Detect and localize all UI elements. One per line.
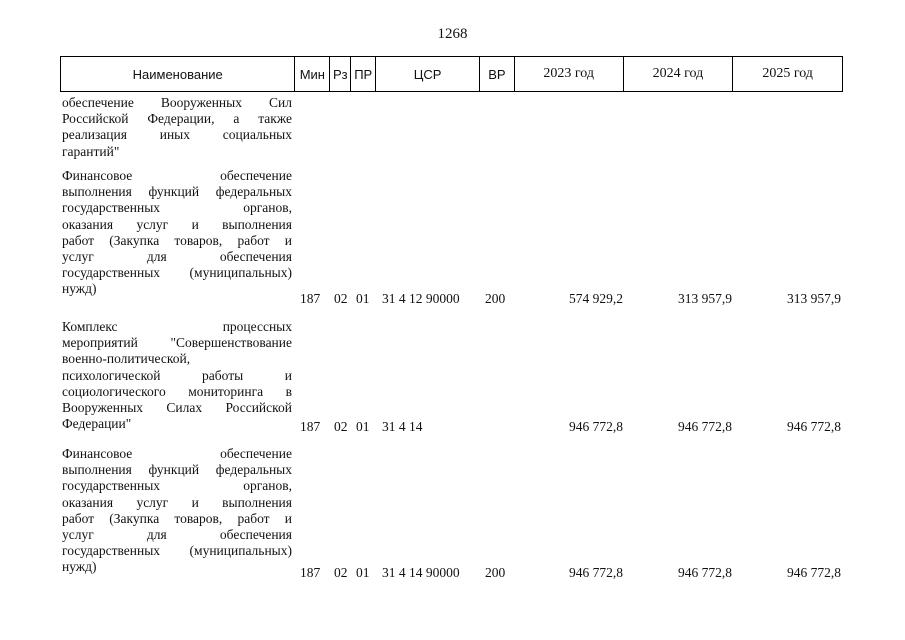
name-word: Финансовое [62,446,133,461]
name-word: услуг [62,527,94,543]
name-word: оказания [62,216,114,232]
name-word: работы [202,367,244,383]
name-word: Сил [269,95,292,110]
row-name-2 [62,319,292,432]
name-word: выполнения [222,216,292,232]
name-line [62,543,292,559]
name-word: работ [237,232,270,248]
row-1-2025: 313 957,9 [787,291,841,306]
name-line [62,559,292,575]
name-word: нужд) [62,281,97,297]
name-line [62,111,292,127]
name-word: Российской [62,111,129,127]
row-3-rz: 02 [334,565,348,580]
row-2-2025: 946 772,8 [787,419,841,434]
row-1-csr: 31 4 12 90000 [382,291,460,306]
row-3-csr: 31 4 14 90000 [382,565,460,580]
row-3-vr: 200 [485,565,506,580]
row-name-0 [62,95,292,160]
name-word: (Закупка [109,232,160,248]
name-word: функций [148,462,200,478]
name-word: для [146,527,167,543]
name-word: и [284,367,292,383]
name-word: товаров, [174,510,223,526]
name-word: социологического [62,383,166,399]
row-3-min: 187 [300,565,321,580]
name-word: Вооруженных [160,95,242,110]
row-1-2023: 574 929,2 [569,291,623,306]
name-word: Силах [166,400,203,416]
name-word: (Закупка [109,510,160,526]
row-3-pr: 01 [356,565,370,580]
header-year-2023: 2023 год [515,57,624,91]
name-word: государственных [62,200,161,216]
row-2-csr: 31 4 14 [382,419,423,434]
header-csr: ЦСР [376,57,480,91]
header-vr: ВР [480,57,515,91]
page-number: 1268 [437,26,468,42]
name-line [62,495,292,511]
header-name: Наименование [61,57,295,91]
row-1-rz: 02 [334,291,348,306]
name-line [62,127,292,143]
name-word: услуг [136,216,169,232]
name-word: Федерации, [147,111,215,127]
name-line [62,400,292,416]
name-line [62,249,292,265]
row-name-1 [62,168,292,298]
row-1-vr: 200 [485,291,506,306]
row-1-2024: 313 957,9 [678,291,732,306]
name-word: федеральных [215,184,292,200]
name-word: нужд) [62,559,97,575]
name-line [62,511,292,527]
name-word: а [233,111,240,127]
header-pr: ПР [351,57,376,91]
header-year-2025: 2025 год [762,66,813,81]
name-word: (муниципальных) [189,265,292,281]
row-2-min: 187 [300,419,321,434]
name-word: социальных [222,127,292,143]
name-line [62,416,292,432]
name-word: и [284,510,292,526]
name-word: товаров, [174,232,223,248]
row-3-2024: 946 772,8 [678,565,732,580]
name-word: процессных [222,319,292,334]
name-word: мониторинга [188,383,264,399]
row-1-min: 187 [300,291,321,306]
row-1-pr: 01 [356,291,370,306]
name-word: выполнения [62,184,132,200]
row-3-2025: 946 772,8 [787,565,841,580]
name-word: государственных [62,543,161,559]
row-2-pr: 01 [356,419,370,434]
name-word: выполнения [62,462,132,478]
name-word: Российской [225,400,292,416]
name-line [62,319,292,335]
name-line [62,478,292,494]
header-min: Мин [295,57,330,91]
table-header [60,56,843,92]
name-word: оказания [62,494,114,510]
name-word: государственных [62,478,161,494]
name-word: работ [62,510,95,526]
name-word: обеспечение [62,95,134,110]
row-name-3 [62,446,292,576]
name-word: услуг [136,494,169,510]
name-word: "Совершенствование [170,335,292,351]
header-year-2024: 2024 год [624,57,734,91]
name-word: (муниципальных) [189,543,292,559]
name-word: функций [148,184,200,200]
name-line [62,527,292,543]
name-line [62,351,292,367]
name-word: военно-политической, [62,351,191,367]
name-word: обеспечения [219,527,292,543]
name-word: Вооруженных [62,400,144,416]
name-word: работ [237,510,270,526]
name-line [62,462,292,478]
name-word: гарантий" [62,143,120,159]
name-line [62,368,292,384]
name-word: выполнения [222,494,292,510]
name-word: Комплекс [62,319,118,334]
row-3-2023: 946 772,8 [569,565,623,580]
name-line [62,200,292,216]
name-word: обеспечение [220,446,292,461]
name-word: государственных [62,265,161,281]
name-line [62,233,292,249]
name-line [62,281,292,297]
name-line [62,384,292,400]
name-line [62,446,292,462]
name-line [62,168,292,184]
name-line [62,95,292,111]
name-line [62,335,292,351]
header-rz: Рз [330,57,351,91]
name-line [62,144,292,160]
name-word: также [258,111,292,127]
name-word: в [285,383,292,399]
name-word: обеспечение [220,168,292,183]
name-word: мероприятий [62,335,138,351]
name-word: органов, [243,200,292,216]
row-2-2024: 946 772,8 [678,419,732,434]
name-word: иных [159,127,190,143]
name-word: органов, [243,478,292,494]
name-word: и [191,494,199,510]
name-word: Федерации" [62,416,132,432]
name-word: и [191,216,199,232]
name-word: услуг [62,249,94,265]
name-line [62,217,292,233]
name-word: Финансовое [62,168,133,183]
name-word: обеспечения [219,249,292,265]
row-2-2023: 946 772,8 [569,419,623,434]
name-word: психологической [62,367,161,383]
name-word: для [146,249,167,265]
name-word: работ [62,232,95,248]
name-word: реализация [62,127,127,143]
name-line [62,184,292,200]
name-word: федеральных [215,462,292,478]
name-line [62,265,292,281]
row-2-rz: 02 [334,419,348,434]
name-word: и [284,232,292,248]
